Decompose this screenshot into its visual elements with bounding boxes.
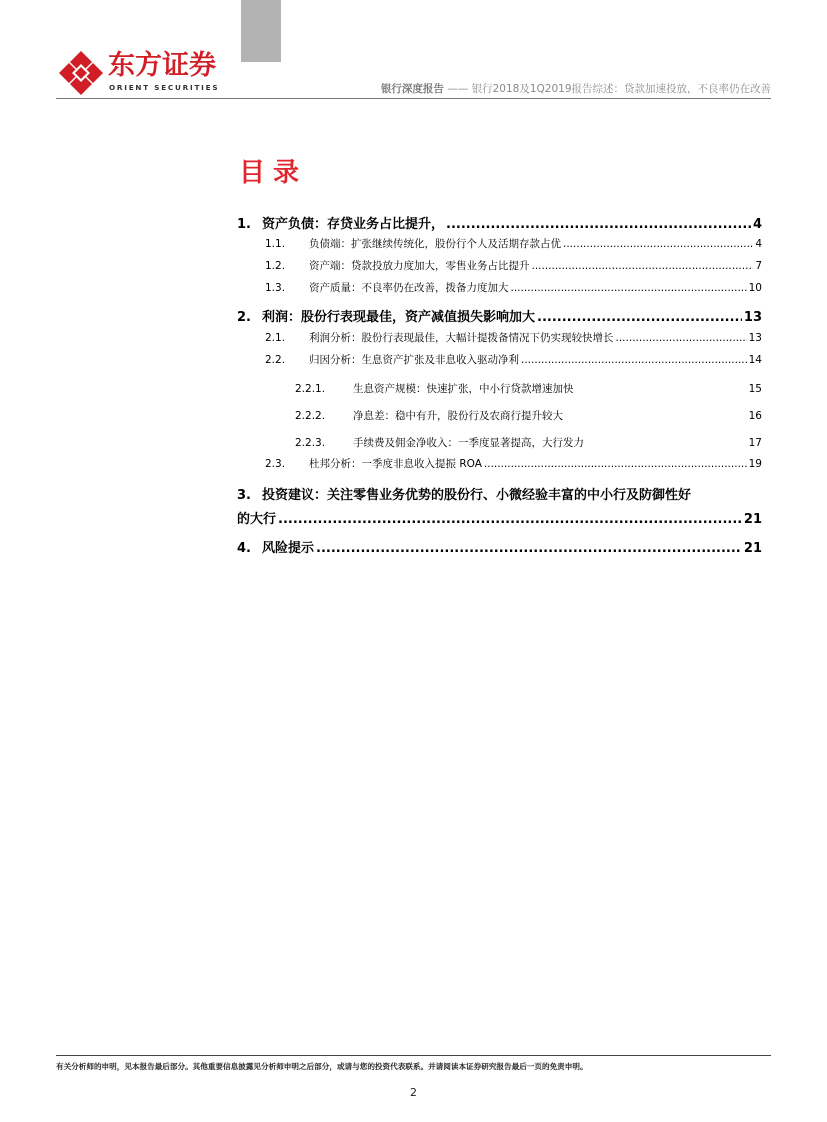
toc-entry-number: 1.2.	[265, 260, 286, 272]
toc-entry-2-2-3[interactable]	[237, 435, 762, 450]
toc-entry-page: 4	[752, 217, 762, 232]
toc-leader-dots	[521, 354, 747, 366]
toc-entry-2-2-1[interactable]	[237, 381, 762, 396]
toc-entry-2-2[interactable]	[237, 352, 762, 367]
toc-entry-text: 负债端：扩张继续传统化，股份行个人及活期存款占优	[309, 238, 561, 250]
toc-entry-2-1[interactable]	[237, 330, 762, 345]
logo-mark-icon	[58, 50, 104, 96]
toc-leader-dots	[563, 238, 753, 250]
header-gray-tab	[241, 0, 281, 62]
toc-entry-number: 1.3.	[265, 282, 286, 294]
toc-entry-1-1[interactable]	[237, 236, 762, 251]
toc-entry-page: 15	[748, 383, 762, 395]
toc-entry-page: 21	[743, 541, 762, 556]
footer-disclaimer: 有关分析师的申明，见本报告最后部分。其他重要信息披露见分析师申明之后部分，或请与您的投资代表联系。并请阅读本证券研究报告最后一页的免责申明。	[56, 1062, 588, 1071]
toc-leader-dots	[316, 541, 742, 556]
toc-entry-text: 利润分析：股份行表现最佳，大幅计提拨备情况下仍实现较快增长	[309, 332, 614, 344]
toc-entry-text: 生息资产规模：快速扩张，中小行贷款增速加快	[353, 383, 574, 395]
toc-entry-text-line2: 的大行	[237, 512, 277, 527]
toc-leader-dots	[537, 310, 742, 325]
toc-entry-1-3[interactable]	[237, 280, 762, 295]
toc-entry-number: 2.	[237, 310, 251, 325]
toc-entry-text: 杜邦分析：一季度非息收入提振 ROA	[309, 458, 482, 470]
toc-entry-3-line2[interactable]	[237, 508, 762, 527]
toc-entry-page: 7	[755, 260, 762, 272]
toc-entry-number: 3.	[237, 488, 251, 503]
toc-entry-number: 1.	[237, 217, 251, 232]
toc-entry-1[interactable]	[237, 213, 762, 232]
footer-rule	[56, 1055, 771, 1056]
toc-entry-page: 10	[748, 282, 762, 294]
orient-securities-logo	[58, 50, 230, 96]
toc-leader-dots	[511, 282, 747, 294]
toc-entry-page: 17	[748, 437, 762, 449]
toc-entry-number: 4.	[237, 541, 251, 556]
toc-entry-2[interactable]	[237, 306, 762, 325]
toc-entry-text-line1: 投资建议：关注零售业务优势的股份行、小微经验丰富的中小行及防御性好	[262, 488, 692, 503]
toc-entry-2-3[interactable]	[237, 456, 762, 471]
report-title: 银行2018及1Q2019报告综述：贷款加速投放，不良率仍在改善	[471, 83, 771, 95]
toc-entry-text: 资产端：贷款投放力度加大，零售业务占比提升	[309, 260, 530, 272]
toc-entry-number: 2.2.2.	[295, 410, 326, 422]
toc-leader-dots	[446, 217, 751, 232]
report-type: 银行深度报告	[380, 83, 444, 95]
toc-entry-text: 手续费及佣金净收入：一季度显著提高，大行发力	[353, 437, 584, 449]
logo-english-text: ORIENT SECURITIES	[109, 83, 220, 92]
toc-entry-number: 2.3.	[265, 458, 286, 470]
toc-entry-number: 1.1.	[265, 238, 286, 250]
report-header-line	[381, 83, 771, 96]
header-rule	[56, 98, 771, 99]
page-number: 2	[410, 1086, 417, 1099]
toc-entry-text: 资产负债：存贷业务占比提升，	[262, 217, 445, 232]
toc-entry-text: 归因分析：生息资产扩张及非息收入驱动净利	[309, 354, 519, 366]
toc-leader-dots	[278, 512, 742, 527]
toc-entry-page: 14	[748, 354, 762, 366]
toc-entry-number: 2.2.1.	[295, 383, 326, 395]
toc-entry-page: 13	[743, 310, 762, 325]
toc-entry-page: 21	[743, 512, 762, 527]
logo-chinese-text: 东方证券	[108, 50, 216, 81]
toc-entry-number: 2.2.3.	[295, 437, 326, 449]
toc-entry-page: 4	[755, 238, 762, 250]
toc-entry-4[interactable]	[237, 537, 762, 556]
toc-entry-page: 16	[748, 410, 762, 422]
toc-leader-dots	[616, 332, 747, 344]
toc-entry-text: 资产质量：不良率仍在改善，拨备力度加大	[309, 282, 509, 294]
toc-entry-2-2-2[interactable]	[237, 408, 762, 423]
toc-entry-page: 13	[748, 332, 762, 344]
toc-entry-text: 风险提示	[262, 541, 315, 556]
toc-leader-dots	[484, 458, 747, 470]
toc-entry-3[interactable]	[237, 484, 762, 503]
toc-leader-dots	[532, 260, 754, 272]
toc-entry-number: 2.1.	[265, 332, 286, 344]
toc-entry-1-2[interactable]	[237, 258, 762, 273]
toc-entry-text: 利润：股份行表现最佳，资产减值损失影响加大	[262, 310, 536, 325]
toc-entry-page: 19	[748, 458, 762, 470]
toc-title: 目录	[239, 158, 308, 188]
toc-entry-text: 净息差：稳中有升，股份行及农商行提升较大	[353, 410, 563, 422]
header-separator: ——	[443, 83, 472, 95]
toc-entry-number: 2.2.	[265, 354, 286, 366]
